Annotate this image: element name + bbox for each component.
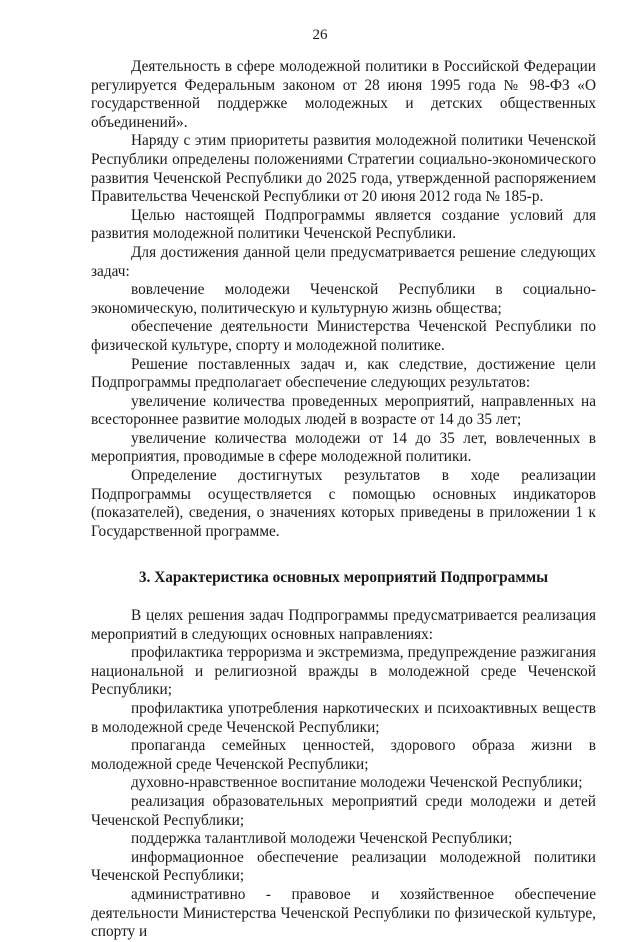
paragraph-directions-intro: В целях решения задач Подпрограммы предусматривается реализация мероприятий в следующих основных направлениях: [91, 607, 596, 643]
paragraph-tasks-intro: Для достижения данной цели предусматривается решение следующих задач: [91, 243, 596, 280]
paragraph-direction-administration: административно - правовое и хозяйственное обеспечение деятельности Министерства Чеченской Республики по физической культуре, спорту и [91, 885, 596, 941]
paragraph-result-events: увеличение количества проведенных мероприятий, направленных на всестороннее развитие молодых людей в возрасте от 14 до 35 лет; [91, 392, 596, 429]
page-number: 26 [312, 27, 328, 43]
paragraph-result-youth: увеличение количества молодежи от 14 до 35 лет, вовлеченных в мероприятия, проводимые в сфере молодежной политики. [91, 429, 596, 466]
paragraph-results-intro: Решение поставленных задач и, как следствие, достижение цели Подпрограммы предполагает обеспечение следующих результатов: [91, 355, 596, 392]
paragraph-direction-drugs: профилактика употребления наркотических и психоактивных веществ в молодежной среде Чеченской Республики; [91, 700, 596, 736]
paragraph-task-ministry: обеспечение деятельности Министерства Чеченской Республики по физической культуре, спорту и молодежной политике. [91, 318, 596, 354]
paragraph-strategy: Наряду с этим приоритеты развития молодежной политики Чеченской Республики определены положениями Стратегии социально-экономического развития Чеченской Республики до 2025 года, утвержденной распоряжением Правительства Чеченской Республики от 20 июня 2012 года № 185-р. [91, 132, 596, 206]
paragraph-task-involvement: вовлечение молодежи Чеченской Республики в социально-экономическую, политическую и культурную жизнь общества; [91, 281, 596, 317]
paragraph-direction-terrorism: профилактика терроризма и экстремизма, предупреждение разжигания национальной и религиозной вражды в молодежной среде Чеченской Республики; [91, 644, 596, 699]
section-heading: 3. Характеристика основных мероприятий Подпрограммы [138, 569, 549, 587]
paragraph-direction-family: пропаганда семейных ценностей, здорового образа жизни в молодежной среде Чеченской Республики; [91, 737, 596, 773]
paragraph-goal: Целью настоящей Подпрограммы является создание условий для развития молодежной политики Чеченской Республики. [91, 206, 596, 243]
document-body [91, 58, 596, 942]
paragraph-direction-moral: духовно-нравственное воспитание молодежи Чеченской Республики; [131, 774, 583, 792]
paragraph-indicators: Определение достигнутых результатов в ходе реализации Подпрограммы осуществляется с помощью основных индикаторов (показателей), сведения, о значениях которых приведены в приложении 1 к Государственной программе. [91, 467, 596, 540]
paragraph-direction-education: реализация образовательных мероприятий среди молодежи и детей Чеченской Республики; [91, 792, 596, 829]
paragraph-legal-basis: Деятельность в сфере молодежной политики в Российской Федерации регулируется Федеральным законом от 28 июня 1995 года № 98-ФЗ «О государственной поддержке молодежных и детских общественных объединений». [91, 58, 596, 131]
paragraph-direction-talent: поддержка талантливой молодежи Чеченской Республики; [131, 830, 513, 848]
paragraph-direction-information: информационное обеспечение реализации молодежной политики Чеченской Республики; [91, 848, 596, 885]
